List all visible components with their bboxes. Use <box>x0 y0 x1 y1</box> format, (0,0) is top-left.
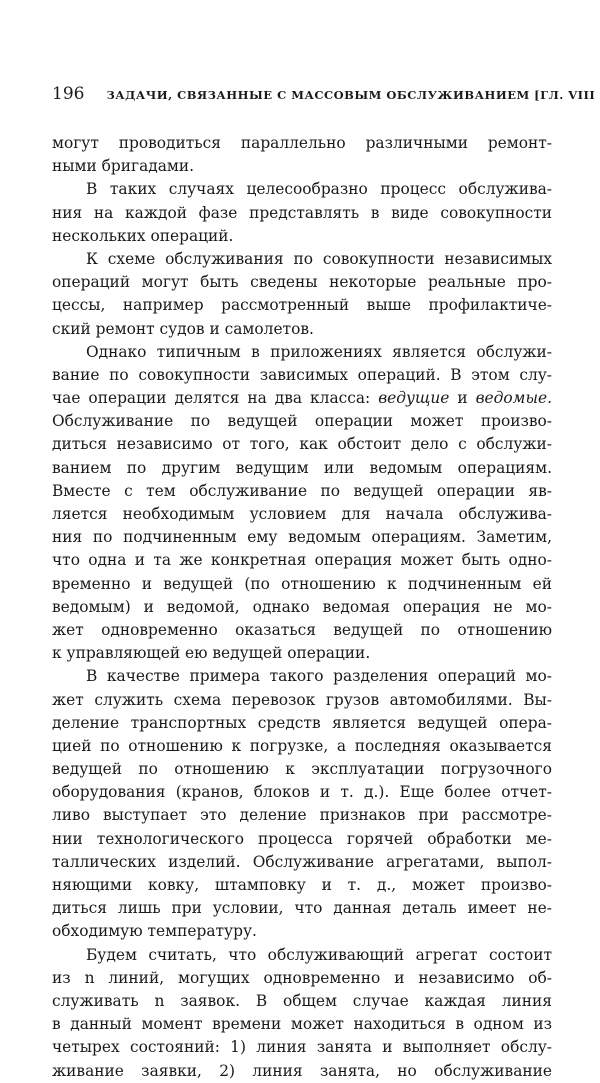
text-segment: и <box>449 389 476 408</box>
text-line: к управляющей ею ведущей операции. <box>52 644 371 663</box>
text-line: диться лишь при условии, что данная деталь имеет не- <box>52 899 552 918</box>
body-text <box>52 132 552 1083</box>
page-header <box>52 84 596 110</box>
paragraph <box>52 248 552 341</box>
page-number: 196 <box>52 84 85 104</box>
text-line: живание заявки, 2) линия занята, но обслуживание <box>52 1061 552 1080</box>
text-line: нии технологического процесса горячей обработки ме- <box>52 829 552 848</box>
text-line: ливо выступает это деление признаков при рассмотре- <box>52 806 552 825</box>
text-line: ский ремонт судов и самолетов. <box>52 319 314 338</box>
text-line: вание по совокупности зависимых операций. В этом слу- <box>52 365 552 384</box>
text-line: обходимую температуру. <box>52 922 257 941</box>
text-line: Обслуживание по ведущей операции может произво- <box>52 412 552 431</box>
text-line: операций могут быть сведены некоторые реальные про- <box>52 273 552 292</box>
text-line: Вместе с тем обслуживание по ведущей операции яв- <box>52 481 552 500</box>
paragraph <box>52 665 552 943</box>
paragraph <box>52 341 552 666</box>
text-line: нескольких операций. <box>52 226 234 245</box>
text-line: В таких случаях целесообразно процесс обслужива- <box>86 180 552 199</box>
text-line: ния по подчиненным ему ведомым операциям. Заметим, <box>52 528 552 547</box>
paragraph <box>52 132 552 178</box>
text-line: временно и ведущей (по отношению к подчиненным ей <box>52 574 552 593</box>
text-line: диться независимо от того, как обстоит дело с обслужи- <box>52 435 552 454</box>
text-line: ляется необходимым условием для начала обслужива- <box>52 505 552 523</box>
text-line: деление транспортных средств является ведущей опера- <box>52 713 552 732</box>
text-line: четырех состояний: 1) линия занята и выполняет обслу- <box>52 1038 552 1057</box>
text-line: в данный момент времени может находиться в одном из <box>52 1015 552 1034</box>
text-line: что одна и та же конкретная операция может быть одно- <box>52 551 552 570</box>
book-page <box>52 84 596 1083</box>
emphasis-term: ведущие <box>378 389 450 408</box>
text-line: могут проводиться параллельно различными ремонт- <box>52 134 552 152</box>
text-line: Будем считать, что обслуживающий агрегат состоит <box>86 945 552 964</box>
text-line: ными бригадами. <box>52 157 195 176</box>
text-line: ния на каждой фазе представлять в виде совокупности <box>52 203 552 222</box>
text-line: ведомым) и ведомой, однако ведомая операция не мо- <box>52 597 552 616</box>
text-line: ведущей по отношению к эксплуатации погрузочного <box>52 760 552 779</box>
text-line: Однако типичным в приложениях является обслужи- <box>86 342 552 361</box>
text-line: жет одновременно оказаться ведущей по отношению <box>52 620 552 639</box>
text-line-with-emphasis <box>52 387 552 410</box>
text-line: цией по отношению к погрузке, а последняя оказывается <box>52 736 552 755</box>
text-line: таллических изделий. Обслуживание агрегатами, выпол- <box>52 852 552 871</box>
emphasis-term: ведомые. <box>475 389 552 408</box>
text-line: служивать n заявок. В общем случае каждая линия <box>52 991 552 1010</box>
text-line: няющими ковку, штамповку и т. д., может произво- <box>52 876 552 894</box>
paragraph <box>52 944 552 1083</box>
text-line: К схеме обслуживания по совокупности независимых <box>86 249 552 268</box>
text-line: ванием по другим ведущим или ведомым операциям. <box>52 458 552 477</box>
text-line: жет служить схема перевозок грузов автомобилями. Вы- <box>52 690 552 709</box>
text-line: цессы, например рассмотренный выше профилактиче- <box>52 296 552 315</box>
text-line: из n линий, могущих одновременно и независимо об- <box>52 968 552 987</box>
running-head: ЗАДАЧИ, СВЯЗАННЫЕ С МАССОВЫМ ОБСЛУЖИВАНИЕМ [ГЛ. VIII <box>106 88 596 102</box>
text-segment: чае операции делятся на два класса: <box>52 389 379 408</box>
text-line: В качестве примера такого разделения операций мо- <box>86 667 552 686</box>
paragraph <box>52 178 552 248</box>
text-line: оборудования (кранов, блоков и т. д.). Еще более отчет- <box>52 783 552 802</box>
